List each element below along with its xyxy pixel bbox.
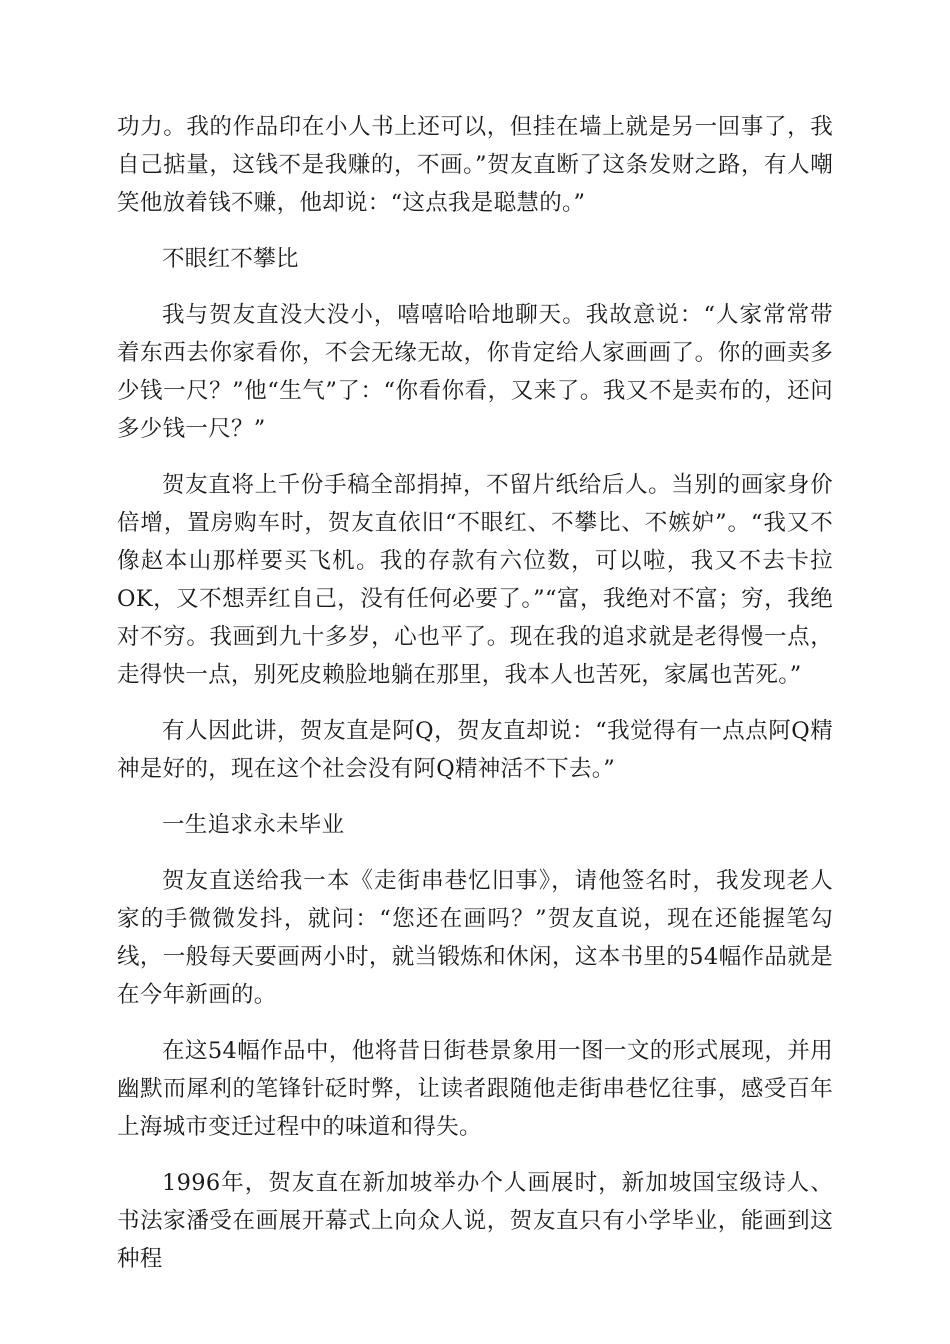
paragraph: 有人因此讲，贺友直是阿Q，贺友直却说：“我觉得有一点点阿Q精神是好的，现在这个社会没有阿Q精神活不下去。” <box>117 718 833 782</box>
section-heading: 不眼红不攀比 <box>162 246 299 272</box>
paragraph: 贺友直将上千份手稿全部捐掉，不留片纸给后人。当别的画家身价倍增，置房购车时，贺友直依旧“不眼红、不攀比、不嫉妒”。“我又不像赵本山那样要买飞机。我的存款有六位数，可以啦，我又不去卡拉OK，又不想弄红自己，没有任何必要了。”“富，我绝对不富；穷，我绝对不穷。我画到九十多岁，心也平了。现在我的追求就是老得慢一点，走得快一点，别死皮赖脸地躺在那里，我本人也苦死，家属也苦死。” <box>117 472 833 688</box>
paragraph: 我与贺友直没大没小，嘻嘻哈哈地聊天。我故意说：“人家常常带着东西去你家看你，不会无缘无故，你肯定给人家画画了。你的画卖多少钱一尺？”他“生气”了：“你看你看，又来了。我又不是卖布的，还问多少钱一尺？” <box>117 302 833 442</box>
paragraph: 在这54幅作品中，他将昔日街巷景象用一图一文的形式展现，并用幽默而犀利的笔锋针砭时弊，让读者跟随他走街串巷忆往事，感受百年上海城市变迁过程中的味道和得失。 <box>117 1038 833 1140</box>
paragraph: 功力。我的作品印在小人书上还可以，但挂在墙上就是另一回事了，我自己掂量，这钱不是我赚的，不画。”贺友直断了这条发财之路，有人嘲笑他放着钱不赚，他却说：“这点我是聪慧的。” <box>117 114 833 216</box>
document-page <box>117 108 833 1296</box>
section-heading: 一生追求永未毕业 <box>162 812 345 838</box>
paragraph: 1996年，贺友直在新加坡举办个人画展时，新加坡国宝级诗人、书法家潘受在画展开幕式上向众人说，贺友直只有小学毕业，能画到这种程 <box>117 1170 833 1272</box>
paragraph: 贺友直送给我一本《走街串巷忆旧事》，请他签名时，我发现老人家的手微微发抖，就问：“您还在画吗？”贺友直说，现在还能握笔勾线，一般每天要画两小时，就当锻炼和休闲，这本书里的54幅作品就是在今年新画的。 <box>117 868 833 1008</box>
